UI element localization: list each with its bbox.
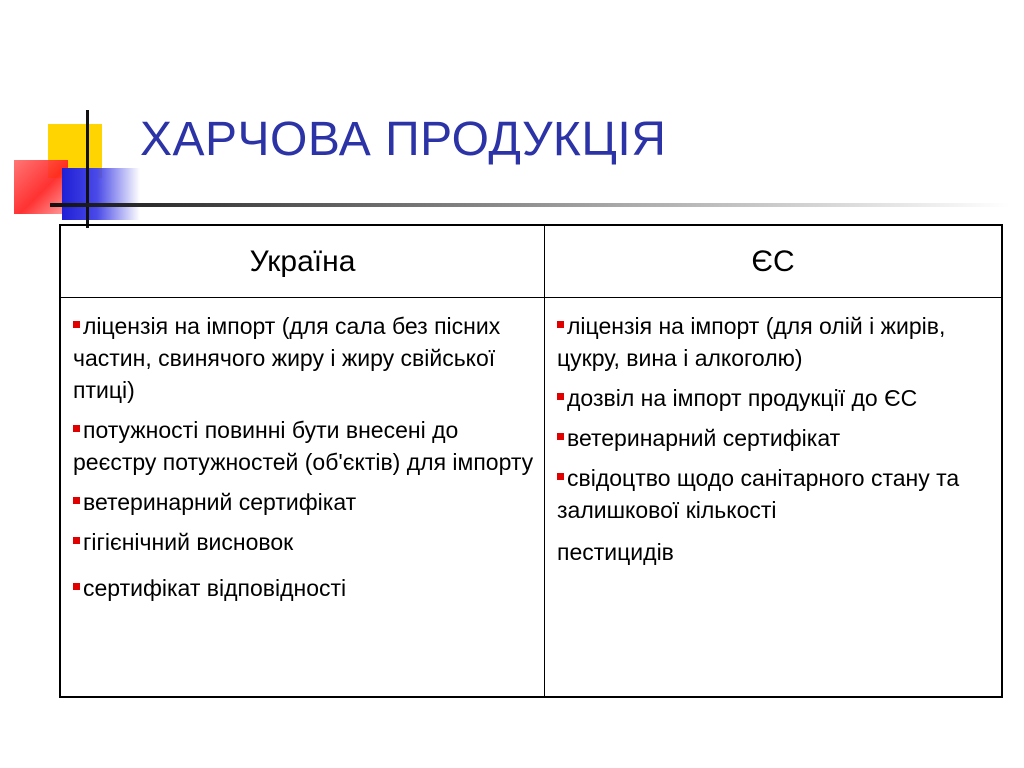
list-item: сертифікат відповідності [73, 572, 534, 604]
bullet-square-icon [73, 537, 80, 544]
list-item: дозвіл на імпорт продукції до ЄС [557, 382, 991, 414]
decor-horizontal-rule [50, 203, 1010, 207]
bullet-square-icon [557, 473, 564, 480]
bullet-square-icon [557, 321, 564, 328]
eu-requirements [545, 298, 1001, 696]
list-item: ветеринарний сертифікат [73, 486, 534, 518]
bullet-square-icon [557, 433, 564, 440]
list-item-continuation: пестицидів [557, 539, 674, 565]
bullet-square-icon [73, 497, 80, 504]
comparison-table [59, 224, 1003, 698]
decor-vertical-line [86, 110, 89, 228]
list-item: ліцензія на імпорт (для сала без пісних частин, свинячого жиру і жиру свійської птиці) [73, 313, 501, 403]
ukraine-requirements [61, 298, 545, 696]
list-item: потужності повинні бути внесені до реєстру потужностей (об'єктів) для імпорту [73, 417, 534, 475]
list-item: ліцензія на імпорт (для олій і жирів, цукру, вина і алкоголю) [557, 313, 946, 371]
decor-blue-square [62, 168, 140, 220]
bullet-square-icon [557, 393, 564, 400]
bullet-square-icon [73, 425, 80, 432]
bullet-square-icon [73, 583, 80, 590]
slide-title: ХАРЧОВА ПРОДУКЦІЯ [140, 113, 667, 166]
list-item: гігієнічний висновок [73, 526, 534, 558]
header-eu: ЄС [545, 226, 1001, 298]
list-item: ветеринарний сертифікат [557, 422, 991, 454]
bullet-square-icon [73, 321, 80, 328]
list-item: свідоцтво щодо санітарного стану та залишкової кількості [557, 465, 960, 523]
header-ukraine: Україна [61, 226, 545, 298]
